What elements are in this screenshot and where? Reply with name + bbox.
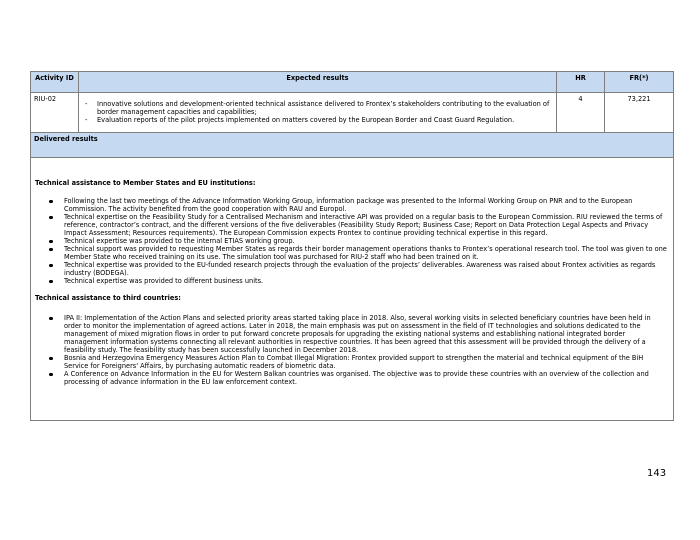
dash-marker: - xyxy=(85,116,88,124)
list-item xyxy=(35,237,669,245)
expected-results-cell xyxy=(79,93,557,133)
list-item xyxy=(35,197,669,213)
list-item-text: Technical expertise was provided to the EU-funded research projects through the evaluation of the projects’ deliverables. Awareness was raised about Frontex activities as regards industry (BODEGA). xyxy=(64,261,656,277)
activity-table-wrapper xyxy=(30,71,673,421)
header-hr: HR xyxy=(557,72,605,93)
list-item-text: Technical expertise was provided to the internal ETIAS working group. xyxy=(64,237,295,245)
expected-results-list xyxy=(84,100,552,124)
dash-marker: - xyxy=(85,100,88,108)
header-expected-results: Expected results xyxy=(79,72,557,93)
table-header-row xyxy=(31,72,674,93)
bullet-icon xyxy=(49,317,53,321)
list-item-text: Bosnia and Herzegovina Emergency Measures Action Plan to Combat Illegal Migration: Frontex provided support to strengthen the material and technical equipment of the BiH Service for Foreigners' Affairs, by purchasing automatic readers of biometric data. xyxy=(64,354,644,370)
list-item-text: A Conference on Advance Information in the EU for Western Balkan countries was organised. The objective was to provide these countries with an overview of the collection and processing of advance information in the EU law enforcement context. xyxy=(64,370,649,386)
delivered-results-body xyxy=(31,158,674,421)
header-activity-id: Activity ID xyxy=(31,72,79,93)
section-title-third-countries: Technical assistance to third countries: xyxy=(35,294,181,302)
list-item xyxy=(35,245,669,261)
list-item xyxy=(84,116,552,124)
member-states-list xyxy=(35,197,669,285)
section-title-member-states: Technical assistance to Member States and EU institutions: xyxy=(35,179,256,187)
activity-table xyxy=(30,71,674,421)
bullet-icon xyxy=(49,216,53,220)
list-item xyxy=(35,261,669,277)
list-item xyxy=(35,314,669,354)
list-item-text: IPA II: Implementation of the Action Plans and selected priority areas started taking place in 2018. Also, several working visits in selected beneficiary countries have been held in order to monitor the implementation of agreed actions. Later in 2018, the main emphasis was put on assessment in the field of IT technologies and solutions dedicated to the management of mixed migration flows in order to put forward concrete proposals for upgrading the existing national systems and establishing national integrated border management information systems connecting all relevant authorities in respective countries. It has been agreed that this assessment will be provided through the delivery of a feasibility study. The feasibility study has been successfully launched in December 2018. xyxy=(64,314,651,354)
list-item xyxy=(35,277,669,285)
page-number: 143 xyxy=(647,468,667,479)
fr-cell: 73,221 xyxy=(605,93,674,133)
list-item xyxy=(35,213,669,237)
list-item xyxy=(84,100,552,116)
list-item-text: Technical expertise on the Feasibility Study for a Centralised Mechanism and interactive API was provided on a regular basis to the European Commission. RIU reviewed the terms of reference, contractor’s contract, and the different versions of the five deliverables (Feasibility Study Report; Business Case; Report on Data Protection Legal Aspects and Privacy Impact Assessment; Resources requirements). The European Commission expects Frontex to continue providing technical expertise in this regard. xyxy=(64,213,663,237)
delivered-results-label: Delivered results xyxy=(31,133,674,158)
table-row xyxy=(31,93,674,133)
bullet-icon xyxy=(49,200,53,204)
bullet-icon xyxy=(49,373,53,377)
list-item xyxy=(35,354,669,370)
activity-id-cell: RIU-02 xyxy=(31,93,79,133)
expected-result-text: Evaluation reports of the pilot projects implemented on matters covered by the European Border and Coast Guard Regulation. xyxy=(97,116,515,124)
hr-cell: 4 xyxy=(557,93,605,133)
list-item-text: Technical support was provided to requesting Member States as regards their border management operations thanks to Frontex’s operational research tool. The tool was given to one Member State who received training on its use. The simulation tool was purchased for RIU-2 staff who had been trained on it. xyxy=(64,245,667,261)
bullet-icon xyxy=(49,240,53,244)
expected-result-text: Innovative solutions and development-oriented technical assistance delivered to Frontex’s stakeholders contributing to the evaluation of border management capacities and capabilities; xyxy=(97,100,550,116)
bullet-icon xyxy=(49,357,53,361)
list-item xyxy=(35,370,669,386)
list-item-text: Following the last two meetings of the Advance Information Working Group, information package was presented to the Informal Working Group on PNR and to the European Commission. The activity benefited from the good cooperation with RAU and Europol. xyxy=(64,197,633,213)
third-countries-list xyxy=(35,314,669,386)
delivered-results-header-row xyxy=(31,133,674,158)
bullet-icon xyxy=(49,248,53,252)
bullet-icon xyxy=(49,264,53,268)
header-fr: FR(*) xyxy=(605,72,674,93)
list-item-text: Technical expertise was provided to different business units. xyxy=(64,277,264,285)
bullet-icon xyxy=(49,280,53,284)
delivered-results-row xyxy=(31,158,674,421)
